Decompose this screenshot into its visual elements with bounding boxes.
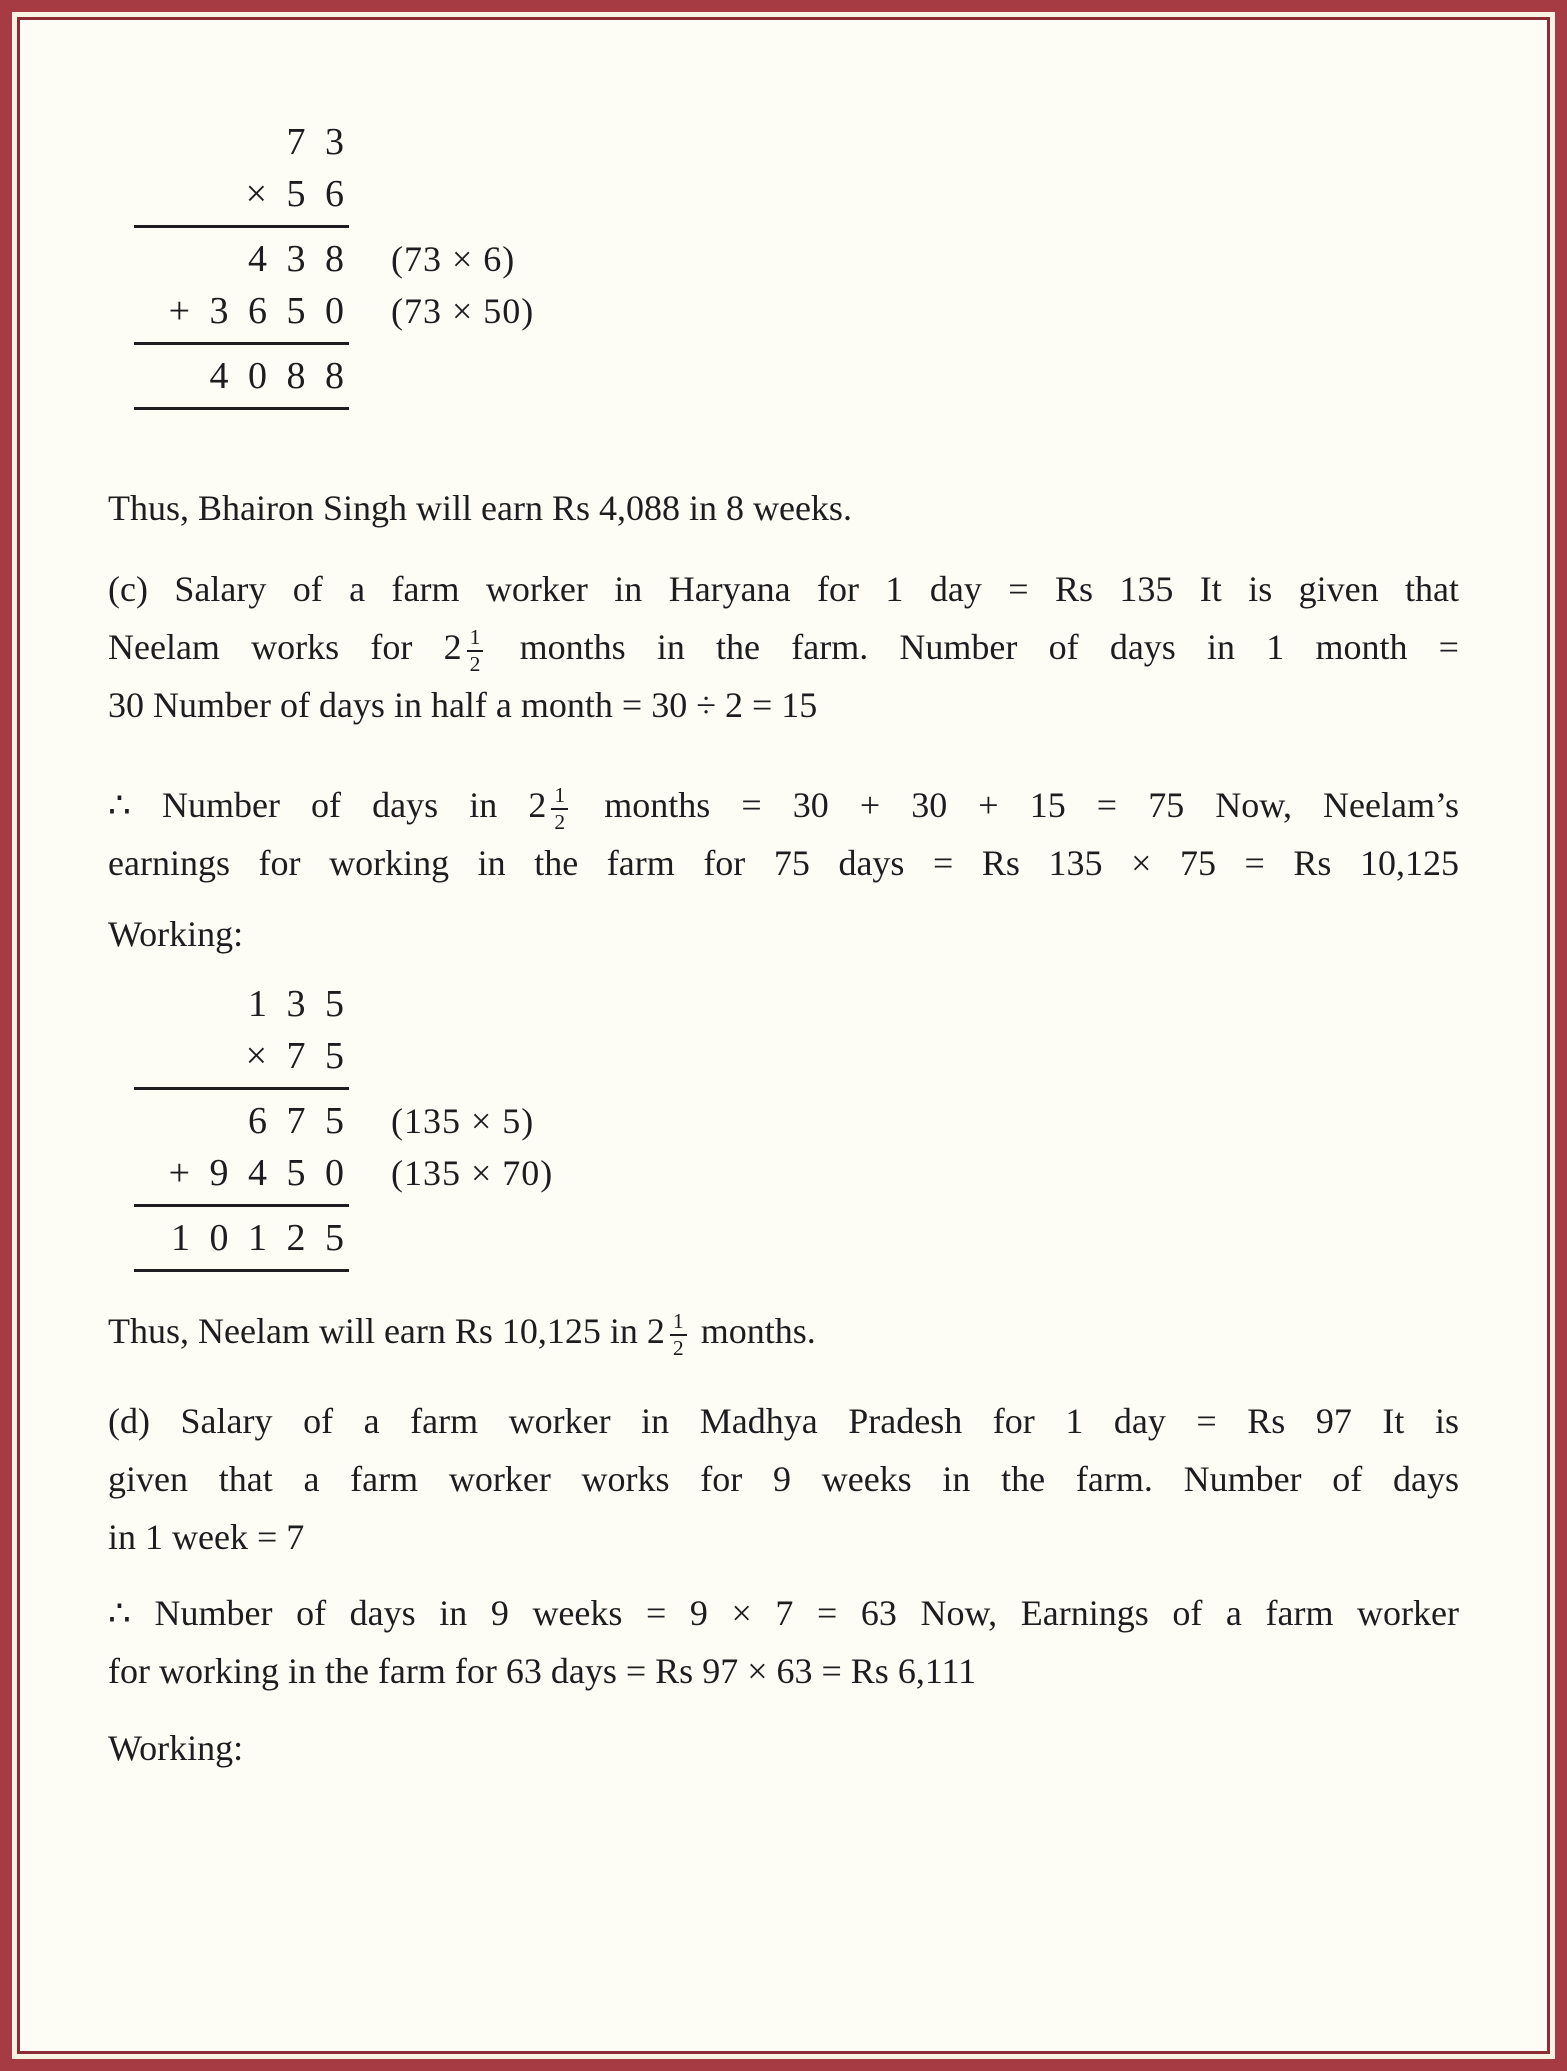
text-line: (d) Salary of a farm worker in Madhya Pradesh for 1 day = Rs 97 It is xyxy=(108,1401,1459,1441)
mult-row xyxy=(134,1095,553,1147)
mult-row xyxy=(134,1212,553,1264)
text-line: (c) Salary of a farm worker in Haryana for 1 day = Rs 135 It is given that xyxy=(108,569,1459,609)
mult-number: 4 0 8 8 xyxy=(209,355,349,397)
text-line: in 1 week = 7 xyxy=(108,1517,305,1557)
mult-row xyxy=(134,978,553,1030)
fraction-numerator: 1 xyxy=(670,1310,687,1336)
mult-row xyxy=(134,116,534,168)
mult-row xyxy=(134,1030,553,1082)
mult-rule xyxy=(134,225,349,228)
fraction-one-half xyxy=(467,626,484,675)
fraction-denominator: 2 xyxy=(554,809,566,834)
text-line: for working in the farm for 63 days = Rs 97 × 63 = Rs 6,111 xyxy=(108,1651,977,1691)
mult-number: × 5 6 xyxy=(245,173,349,215)
mult-number: × 7 5 xyxy=(245,1035,349,1077)
mult-row xyxy=(134,285,534,337)
fraction-one-half xyxy=(670,1310,687,1359)
mult-row xyxy=(134,233,534,285)
multiplication-working-73x56 xyxy=(134,116,534,410)
working-label: Working: xyxy=(108,914,244,954)
mult-row xyxy=(134,168,534,220)
fraction-denominator: 2 xyxy=(469,651,481,676)
mult-note: (73 × 50) xyxy=(391,291,535,331)
text-line: 30 Number of days in half a month = 30 ÷ 2 = 15 xyxy=(108,685,818,725)
mult-number: 6 7 5 xyxy=(248,1100,349,1142)
mult-rule xyxy=(134,407,349,410)
conclusion-neelam xyxy=(108,1302,1459,1360)
mult-rule xyxy=(134,342,349,345)
mult-number: 1 3 5 xyxy=(248,983,349,1025)
conclusion-bhairon-singh: Thus, Bhairon Singh will earn Rs 4,088 in 8 weeks. xyxy=(108,488,852,528)
mult-note: (135 × 70) xyxy=(391,1153,554,1193)
fraction-numerator: 1 xyxy=(467,626,484,652)
mult-number: 7 3 xyxy=(286,121,349,163)
paragraph-therefore-farm-worker xyxy=(108,1584,1459,1700)
mult-rule xyxy=(134,1269,349,1272)
fraction-denominator: 2 xyxy=(672,1335,684,1360)
text-line: ∴ Number of days in 2 $\frac{1}{2}$ months = 30 + 30 + 15 = 75 Now, Neelam’s xyxy=(108,783,1459,834)
fraction-numerator: 1 xyxy=(551,784,568,810)
paper-content xyxy=(17,17,1550,2054)
mult-rule xyxy=(134,1087,349,1090)
text-line: Thus, Neelam will earn Rs 10,125 in 2 $\frac{1}{2}$ months. xyxy=(108,1309,816,1360)
mult-note: (73 × 6) xyxy=(391,239,516,279)
mult-number: 4 3 8 xyxy=(248,238,349,280)
fraction-one-half xyxy=(551,784,568,833)
multiplication-working-135x75 xyxy=(134,978,553,1272)
text-line: Neelam works for 2 $\frac{1}{2}$ months in the farm. Number of days in 1 month = xyxy=(108,625,1459,676)
mult-note: (135 × 5) xyxy=(391,1101,535,1141)
mult-number: + 9 4 5 0 xyxy=(168,1152,349,1194)
mult-rule xyxy=(134,1204,349,1207)
mult-row xyxy=(134,1147,553,1199)
mult-row xyxy=(134,350,534,402)
working-label: Working: xyxy=(108,1728,244,1768)
mult-number: 1 0 1 2 5 xyxy=(171,1217,349,1259)
mult-number: + 3 6 5 0 xyxy=(168,290,349,332)
paragraph-d-madhya-pradesh xyxy=(108,1392,1459,1566)
paragraph-c-haryana xyxy=(108,560,1459,734)
text-line: ∴ Number of days in 9 weeks = 9 × 7 = 63 Now, Earnings of a farm worker xyxy=(108,1593,1459,1633)
text-line: earnings for working in the farm for 75 days = Rs 135 × 75 = Rs 10,125 xyxy=(108,843,1459,883)
text-line: given that a farm worker works for 9 weeks in the farm. Number of days xyxy=(108,1459,1459,1499)
paragraph-therefore-neelam xyxy=(108,776,1459,892)
page-frame xyxy=(12,12,1555,2059)
